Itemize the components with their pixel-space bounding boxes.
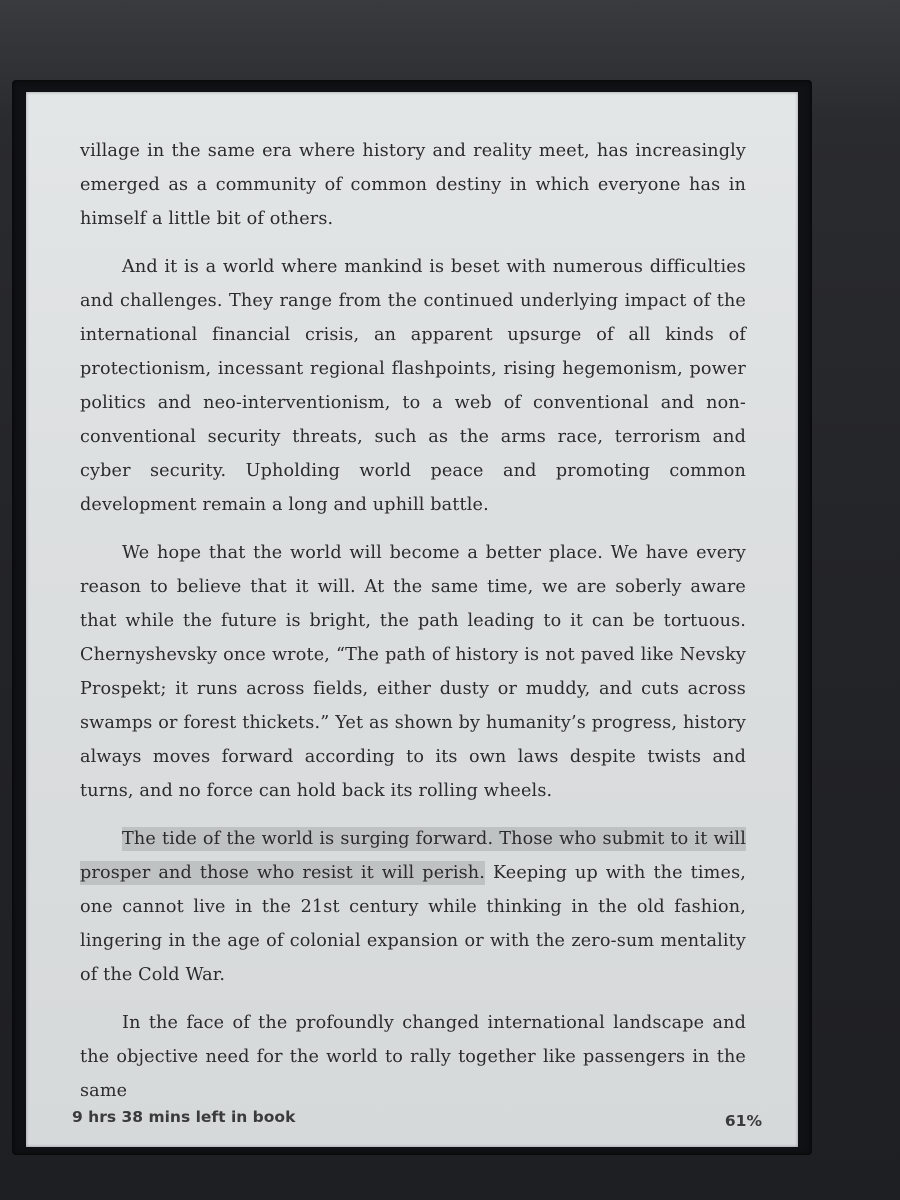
progress-percentage: 61% [724,1112,762,1130]
highlighted-passage[interactable]: The tide of the world is surging forward. Those who submit to it will prosper and those who resist it will perish. [80,829,746,883]
paragraph-5: In the face of the profoundly changed international landscape and the objective need for the world to rally together like passengers in the same [80,1013,746,1101]
paragraph-4-rest: Keeping up with the times, one cannot live in the 21st century while thinking in the old fashion, lingering in the age of colonial expansion or with the zero-sum mentality of the Cold War. [80,863,746,985]
paragraph-4 [80,822,746,992]
book-text[interactable] [80,134,746,1122]
time-left-indicator[interactable]: 9 hrs 38 mins left in book [72,1108,296,1126]
paragraph-1: village in the same era where history and reality meet, has increasingly emerged as a community of common destiny in which everyone has in himself a little bit of others. [80,141,746,229]
reader-screen[interactable] [26,92,798,1147]
paragraph-3: We hope that the world will become a better place. We have every reason to believe that it will. At the same time, we are soberly aware that while the future is bright, the path leading to it can be tortuous. Chernyshevsky once wrote, “The path of history is not paved like Nevsky Prospekt; it runs across fields, either dusty or muddy, and cuts across swamps or forest thickets.” Yet as shown by humanity’s progress, history always moves forward according to its own laws despite twists and turns, and no force can hold back its rolling wheels. [80,543,746,801]
paragraph-2: And it is a world where mankind is beset with numerous difficulties and challenges. They range from the continued underlying impact of the international financial crisis, an apparent upsurge of all kinds of protectionism, incessant regional flashpoints, rising hegemonism, power politics and neo-interventionism, to a web of conventional and non-conventional security threats, such as the arms race, terrorism and cyber security. Upholding world peace and promoting common development remain a long and uphill battle. [80,257,746,515]
